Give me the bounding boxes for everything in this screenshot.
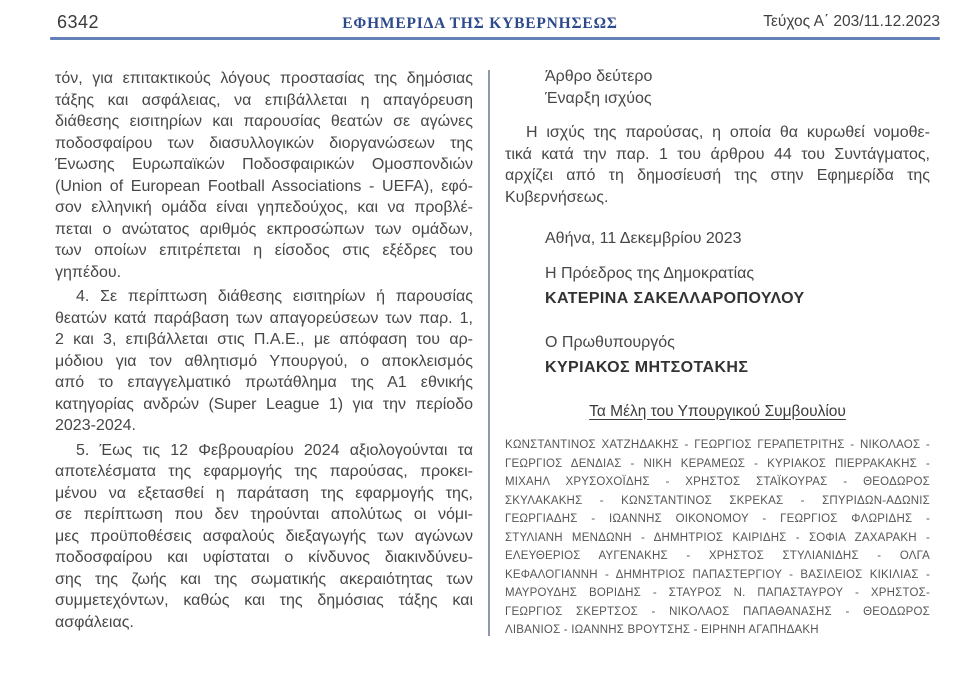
paragraph-5 <box>55 440 473 634</box>
text-line: σον ελληνική ομάδα είναι γηπεδούχος, και να προβλέ- <box>55 199 473 216</box>
text-line: ΣΤΥΛΙΑΝΗ ΜΕΝΔΩΝΗ - ΔΗΜΗΤΡΙΟΣ ΚΑΙΡΙΔΗΣ - ΣΟΦΙΑ ΖΑΧΑΡΑΚΗ - <box>505 531 930 544</box>
effective-date-paragraph <box>505 122 930 208</box>
text-line: ΕΛΕΥΘΕΡΙΟΣ ΑΥΓΕΝΑΚΗΣ - ΧΡΗΣΤΟΣ ΣΤΥΛΙΑΝΙΔΗΣ - ΟΛΓΑ <box>505 550 930 562</box>
text-line: γηπέδου. <box>55 263 122 281</box>
prime-minister-title: Ο Πρωθυπουργός <box>545 333 675 351</box>
text-line: 2023-2024. <box>55 417 136 434</box>
right-column <box>505 66 930 640</box>
date-line: Αθήνα, 11 Δεκεμβρίου 2023 <box>545 230 742 247</box>
text-line: Η ισχύς της παρούσας, η οποία θα κυρωθεί νομοθε- <box>526 124 930 141</box>
text-line: συμμετεχόντων, καθώς και της δημόσιας τάξης και <box>55 592 473 609</box>
text-line: Ένωσης Ευρωπαϊκών Ποδοσφαιρικών Ομοσπονδιών <box>55 156 473 173</box>
text-line: διάθεσης εισιτηρίων και παρουσίας θεατών σε αγώνες <box>55 113 473 130</box>
president-title: Η Πρόεδρος της Δημοκρατίας <box>545 264 755 282</box>
text-line: ΛΙΒΑΝΙΟΣ - ΙΩΑΝΝΗΣ ΒΡΟΥΤΣΗΣ - ΕΙΡΗΝΗ ΑΓΑΠΗΔΑΚΗ <box>505 624 819 636</box>
text-line: ποδοσφαίρου και υφίσταται ο κίνδυνος διακινδύνευ- <box>55 549 473 566</box>
left-column <box>55 68 473 633</box>
article-subheading: Έναρξη ισχύος <box>545 90 652 107</box>
article-heading: Άρθρο δεύτερο <box>545 68 653 85</box>
text-line: πεται ο ανώτατος αριθμός εκπροσώπων των ομάδων, <box>55 220 473 238</box>
text-line: ΚΕΦΑΛΟΓΙΑΝΝΗ - ΔΗΜΗΤΡΙΟΣ ΠΑΠΑΣΤΕΡΓΙΟΥ - ΒΑΣΙΛΕΙΟΣ ΚΙΚΙΛΙΑΣ - <box>505 568 930 581</box>
text-line: από το επαγγελματικό πρωτάθλημα της Α1 εθνικής <box>55 374 473 391</box>
paragraph-3-continuation <box>55 68 473 283</box>
text-line: ΚΩΝΣΤΑΝΤΙΝΟΣ ΧΑΤΖΗΔΑΚΗΣ - ΓΕΩΡΓΙΟΣ ΓΕΡΑΠΕΤΡΙΤΗΣ - ΝΙΚΟΛΑΟΣ - <box>505 439 930 451</box>
column-divider <box>488 70 490 636</box>
text-line: ΓΕΩΡΓΙΟΣ ΣΚΕΡΤΣΟΣ - ΝΙΚΟΛΑΟΣ ΠΑΠΑΘΑΝΑΣΗΣ - ΘΕΟΔΩΡΟΣ <box>505 605 930 618</box>
text-line: τόν, για επιτακτικούς λόγους προστασίας της δημόσιας <box>55 70 473 87</box>
paragraph-4 <box>55 286 473 437</box>
text-line: αποτελέσματα της εφαρμογής της παρούσας, προκει- <box>55 463 473 480</box>
cabinet-members-list <box>505 436 930 640</box>
text-line: 5. Έως τις 12 Φεβρουαρίου 2024 αξιολογούνται τα <box>76 441 473 459</box>
text-line: ΓΕΩΡΓΙΑΔΗΣ - ΙΩΑΝΝΗΣ ΟΙΚΟΝΟΜΟΥ - ΓΕΩΡΓΙΟΣ ΦΛΩΡΙΔΗΣ - <box>505 513 930 525</box>
issue-info: Τεύχος Α΄ 203/11.12.2023 <box>763 13 940 30</box>
text-line: 4. Σε περίπτωση διάθεσης εισιτηρίων ή παρουσίας <box>76 288 473 305</box>
text-line: ποδοσφαίρου των διασυλλογικών διοργανώσεων της <box>55 134 473 152</box>
text-line: αρχίζει από τη δημοσίευσή της στην Εφημερίδα της <box>505 167 930 184</box>
text-line: τικά κατά την παρ. 1 του άρθρου 44 του Συντάγματος, <box>505 145 930 163</box>
text-line: 2 και 3, επιβάλλεται στις Π.Α.Ε., με απόφαση του αρ- <box>55 331 473 348</box>
text-line: Κυβερνήσεως. <box>505 188 609 206</box>
text-line: (Union of European Football Associations - UEFA), εφό- <box>55 177 473 195</box>
text-line: σε περίπτωση που δεν τηρούνται απολύτως οι νόμι- <box>55 506 473 523</box>
text-line: μόδιου για τον αθλητισμό Υπουργού, ο αποκλεισμός <box>55 352 473 370</box>
text-line: σης της ζωής και της σωματικής ακεραιότητας των <box>55 570 473 588</box>
text-line: τάξης και ασφάλειας, να επιβάλλεται η απαγόρευση <box>55 91 473 109</box>
prime-minister-name: ΚΥΡΙΑΚΟΣ ΜΗΤΣΟΤΑΚΗΣ <box>545 359 749 376</box>
text-line: κατηγορίας ανδρών (Super League 1) για την περίοδο <box>55 395 473 413</box>
text-line: ΣΚΥΛΑΚΑΚΗΣ - ΚΩΝΣΤΑΝΤΙΝΟΣ ΣΚΡΕΚΑΣ - ΣΠΥΡΙΔΩΝ-ΑΔΩΝΙΣ <box>505 494 930 507</box>
text-line: ασφάλειας. <box>55 613 134 631</box>
text-line: θεατών κατά παράβαση των απαγορεύσεων των παρ. 1, <box>55 309 473 327</box>
text-line: ΜΙΧΑΗΛ ΧΡΥΣΟΧΟΪΔΗΣ - ΧΡΗΣΤΟΣ ΣΤΑΪΚΟΥΡΑΣ - ΘΕΟΔΩΡΟΣ <box>505 476 930 488</box>
header-rule <box>50 37 940 40</box>
cabinet-heading-text: Τα Μέλη του Υπουργικού Συμβουλίου <box>589 402 846 420</box>
text-line: μες προϋποθέσεις ασφαλούς διεξαγωγής των αγώνων <box>55 527 473 545</box>
president-name: ΚΑΤΕΡΙΝΑ ΣΑΚΕΛΛΑΡΟΠΟΥΛΟΥ <box>545 290 805 307</box>
text-line: μένου να εξετασθεί η παράταση της εφαρμογής της, <box>55 484 473 502</box>
text-line: ΓΕΩΡΓΙΟΣ ΔΕΝΔΙΑΣ - ΝΙΚΗ ΚΕΡΑΜΕΩΣ - ΚΥΡΙΑΚΟΣ ΠΙΕΡΡΑΚΑΚΗΣ - <box>505 457 930 470</box>
page-number: 6342 <box>57 12 100 32</box>
cabinet-heading <box>505 401 930 423</box>
gazette-title: ΕΦΗΜΕΡΙΔΑ ΤΗΣ ΚΥΒΕΡΝΗΣΕΩΣ <box>342 15 618 32</box>
text-line: ΜΑΥΡΟΥΔΗΣ ΒΟΡΙΔΗΣ - ΣΤΑΥΡΟΣ Ν. ΠΑΠΑΣΤΑΥΡΟΥ - ΧΡΗΣΤΟΣ- <box>505 587 930 599</box>
text-line: των οποίων επιτρέπεται η είσοδος στις εξέδρες του <box>55 242 473 259</box>
